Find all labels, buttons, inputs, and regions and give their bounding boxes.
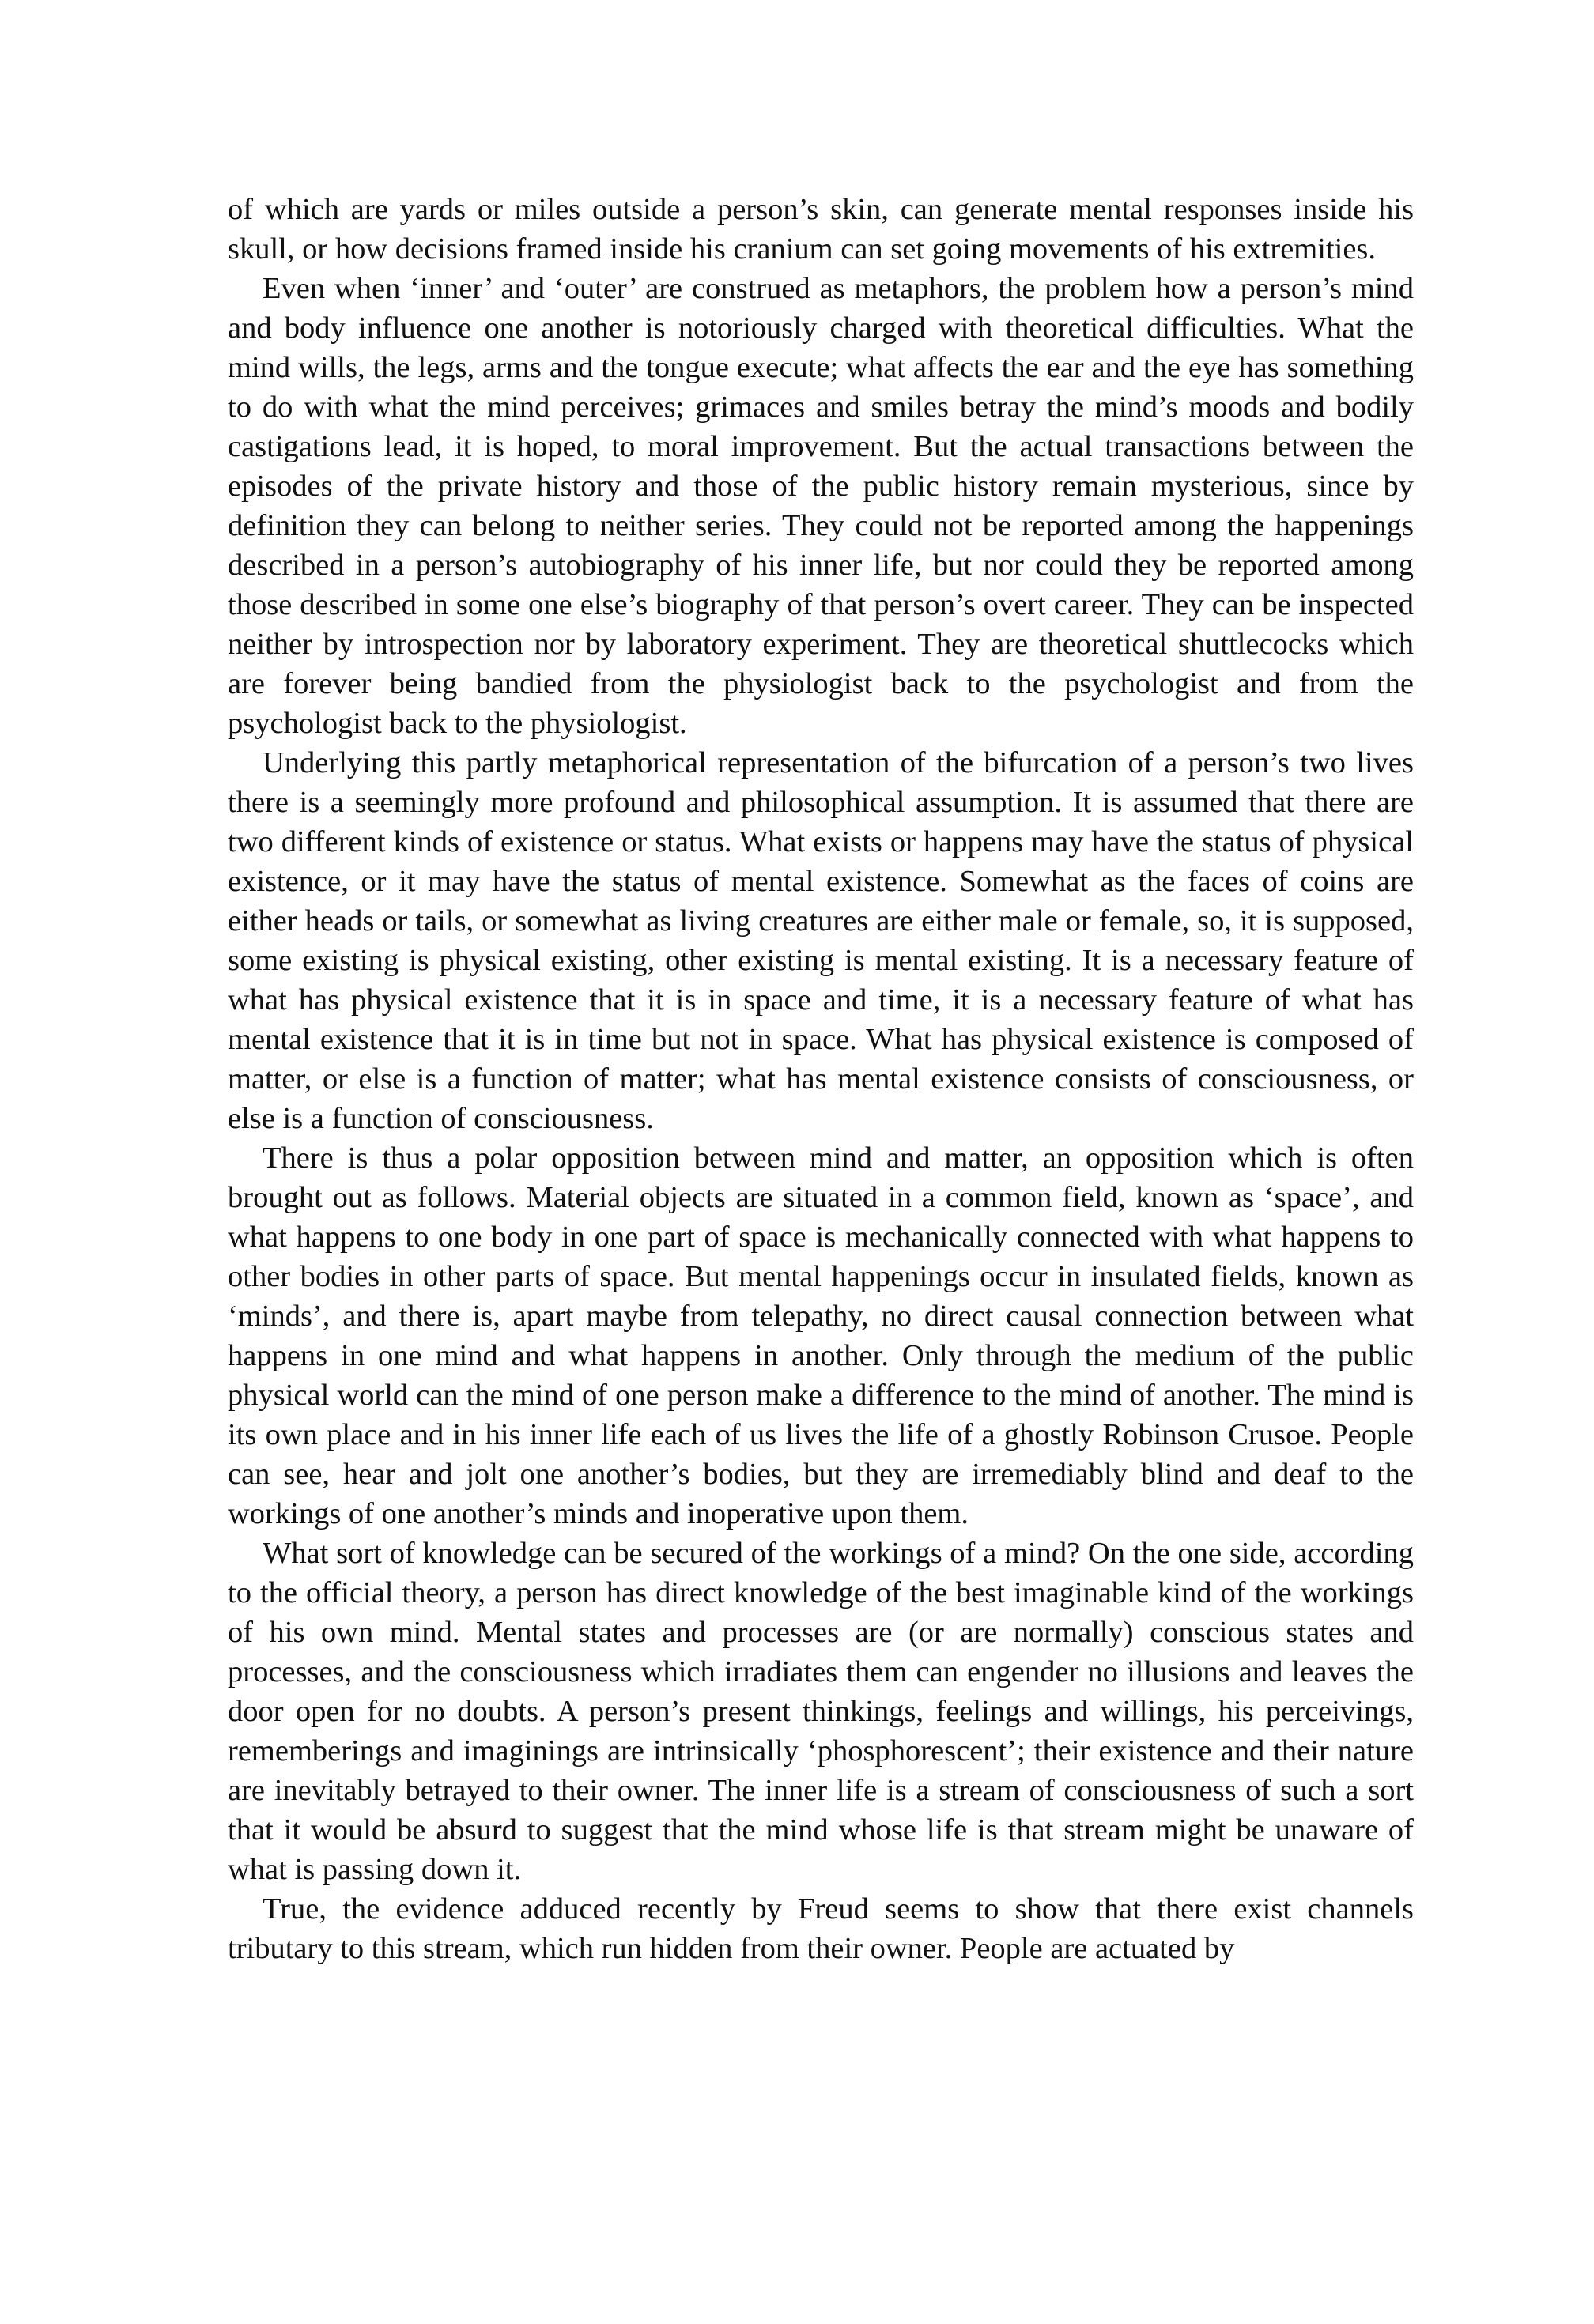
paragraph-3: Underlying this partly metaphorical representation of the bifurcation of a person’s two lives there is a seemingly more profound and philosophical assumption. It is assumed that there are two different kinds of existence or status. What exists or happens may have the status of physical existence, or it may have the status of mental existence. Somewhat as the faces of coins are either heads or tails, or somewhat as living creatures are either male or female, so, it is supposed, some existing is physical existing, other existing is mental existing. It is a necessary feature of what has physical existence that it is in space and time, it is a necessary feature of what has mental existence that it is in time but not in space. What has physical existence is composed of matter, or else is a function of matter; what has mental existence consists of consciousness, or else is a function of consciousness. [228,746,1414,1135]
paragraph-4: There is thus a polar opposition between mind and matter, an opposition which is often brought out as follows. Material objects are situated in a common field, known as ‘space’, and what happens to one body in one part of space is mechanically connected with what happens to other bodies in other parts of space. But mental happenings occur in insulated fields, known as ‘minds’, and there is, apart maybe from telepathy, no direct causal connection between what happens in one mind and what happens in another. Only through the medium of the public physical world can the mind of one person make a difference to the mind of another. The mind is its own place and in his inner life each of us lives the life of a ghostly Robinson Crusoe. People can see, hear and jolt one another’s bodies, but they are irremediably blind and deaf to the workings of one another’s minds and inoperative upon them. [228,1141,1414,1530]
paragraph-1: of which are yards or miles outside a person’s skin, can generate mental responses inside his skull, or how decisions framed inside his cranium can set going movements of his extremities. [228,193,1414,266]
paragraph-5: What sort of knowledge can be secured of the workings of a mind? On the one side, according to the official theory, a person has direct knowledge of the best imaginable kind of the workings of his own mind. Mental states and processes are (or are normally) conscious states and processes, and the consciousness which irradiates them can engender no illusions and leaves the door open for no doubts. A person’s present thinkings, feelings and willings, his perceivings, rememberings and imaginings are intrinsically ‘phosphorescent’; their existence and their nature are inevitably betrayed to their owner. The inner life is a stream of consciousness of such a sort that it would be absurd to suggest that the mind whose life is that stream might be unaware of what is passing down it. [228,1537,1414,1886]
book-page [228,190,1414,1968]
paragraph-6: True, the evidence adduced recently by Freud seems to show that there exist channels tributary to this stream, which run hidden from their owner. People are actuated by [228,1892,1414,1965]
paragraph-2: Even when ‘inner’ and ‘outer’ are construed as metaphors, the problem how a person’s mind and body influence one another is notoriously charged with theoretical difficulties. What the mind wills, the legs, arms and the tongue execute; what affects the ear and the eye has something to do with what the mind perceives; grimaces and smiles betray the mind’s moods and bodily castigations lead, it is hoped, to moral improvement. But the actual transactions between the episodes of the private history and those of the public history remain mysterious, since by definition they can belong to neither series. They could not be reported among the happenings described in a person’s autobiography of his inner life, but nor could they be reported among those described in some one else’s biography of that person’s overt career. They can be inspected neither by introspection nor by laboratory experiment. They are theoretical shuttlecocks which are forever being bandied from the physiologist back to the psychologist and from the psychologist back to the physiologist. [228,272,1414,740]
